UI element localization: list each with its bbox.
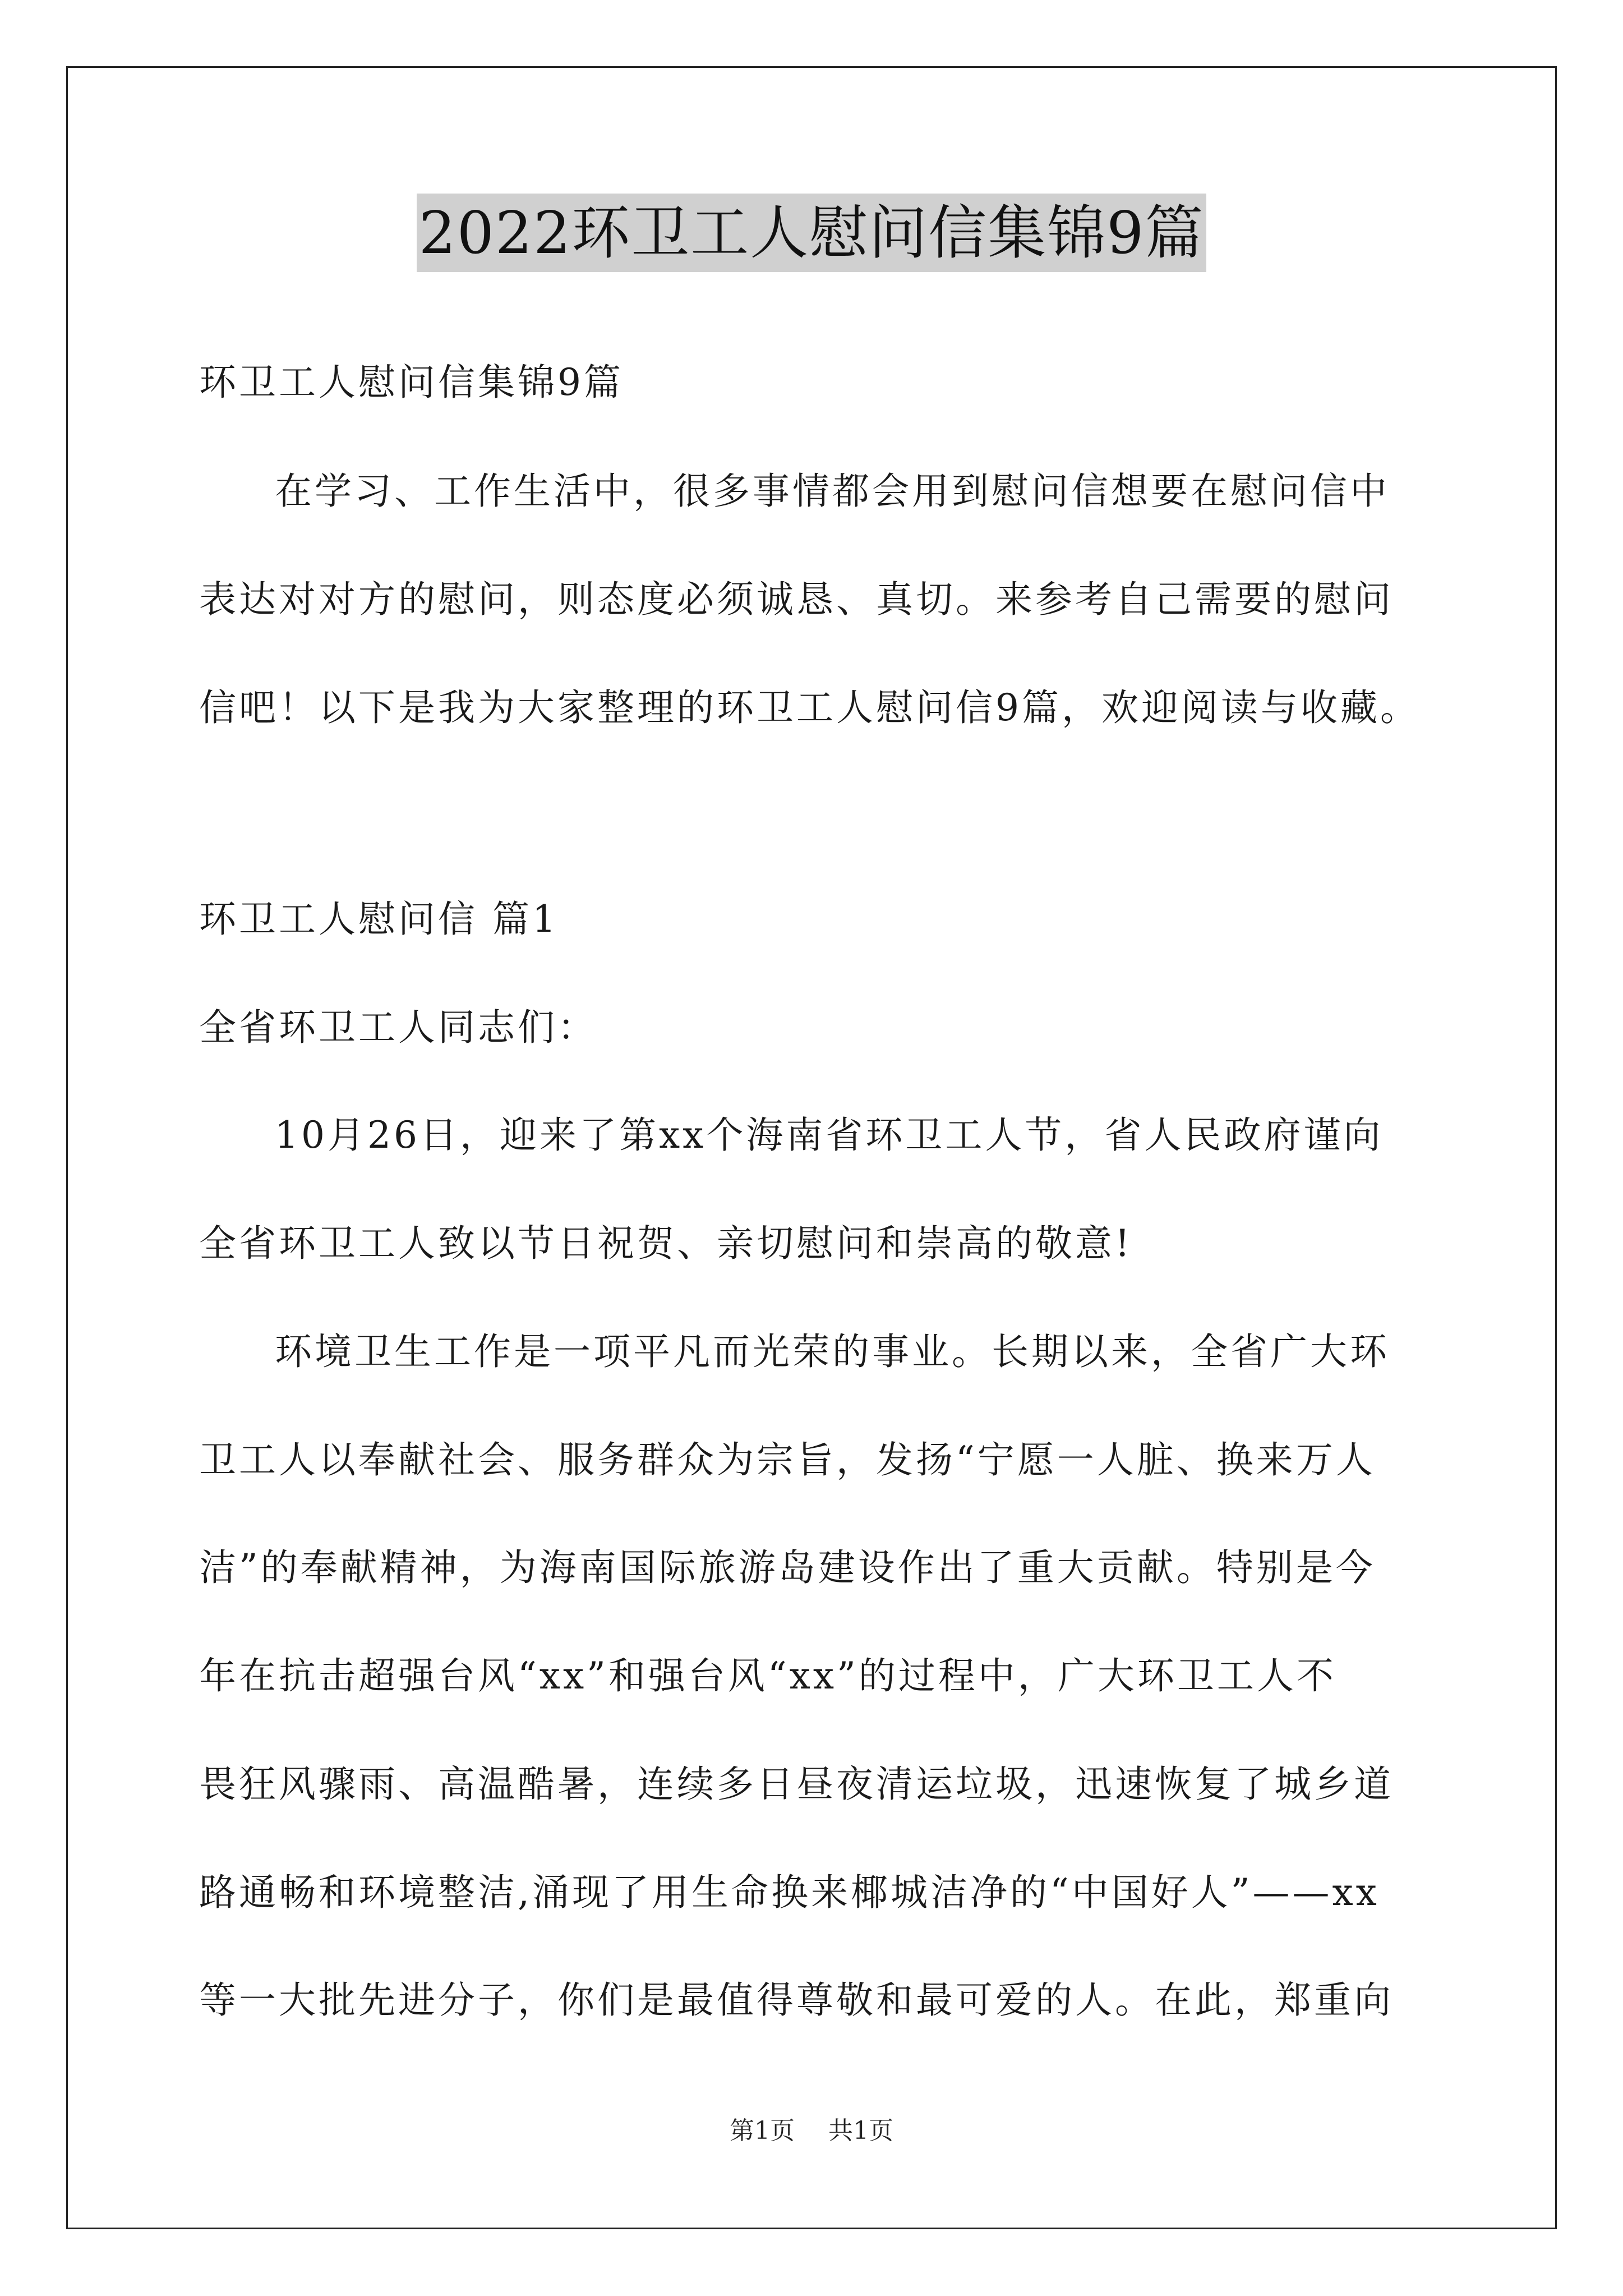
para2-line-4: 年在抗击超强台风“xx”和强台风“xx”的过程中，广大环卫工人不 (199, 1654, 1336, 1697)
para2-line-5: 畏狂风骤雨、高温酷暑，连续多日昼夜清运垃圾，迅速恢复了城乡道 (199, 1763, 1394, 1806)
section-heading: 环卫工人慰问信 篇1 (199, 898, 559, 941)
document-subtitle: 环卫工人慰问信集锦9篇 (199, 361, 624, 404)
para2-line-1: 环境卫生工作是一项平凡而光荣的事业。长期以来，全省广大环 (275, 1330, 1390, 1373)
title-container (0, 194, 1623, 272)
para2-line-3: 洁”的奉献精神，为海南国际旅游岛建设作出了重大贡献。特别是今 (199, 1546, 1376, 1589)
page-number: 第1页 (730, 2116, 795, 2145)
intro-line-2: 表达对对方的慰问，则态度必须诚恳、真切。来参考自己需要的慰问 (199, 578, 1394, 621)
para2-line-6: 路通畅和环境整洁,涌现了用生命换来椰城洁净的“中国好人”——xx (199, 1871, 1380, 1914)
para1-line-2: 全省环卫工人致以节日祝贺、亲切慰问和崇高的敬意! (199, 1222, 1133, 1265)
salutation: 全省环卫工人同志们： (199, 1006, 597, 1049)
document-title: 2022环卫工人慰问信集锦9篇 (417, 194, 1207, 272)
para2-line-7: 等一大批先进分子，你们是最值得尊敬和最可爱的人。在此，郑重向 (199, 1978, 1394, 2022)
page-total: 共1页 (828, 2116, 893, 2145)
intro-line-3: 信吧！以下是我为大家整理的环卫工人慰问信9篇，欢迎阅读与收藏。 (199, 686, 1420, 729)
intro-line-1: 在学习、工作生活中，很多事情都会用到慰问信想要在慰问信中 (275, 470, 1390, 513)
para2-line-2: 卫工人以奉献社会、服务群众为宗旨，发扬“宁愿一人脏、换来万人 (199, 1438, 1376, 1481)
page-footer (0, 2110, 1623, 2146)
para1-line-1: 10月26日，迎来了第xx个海南省环卫工人节，省人民政府谨向 (275, 1114, 1384, 1157)
